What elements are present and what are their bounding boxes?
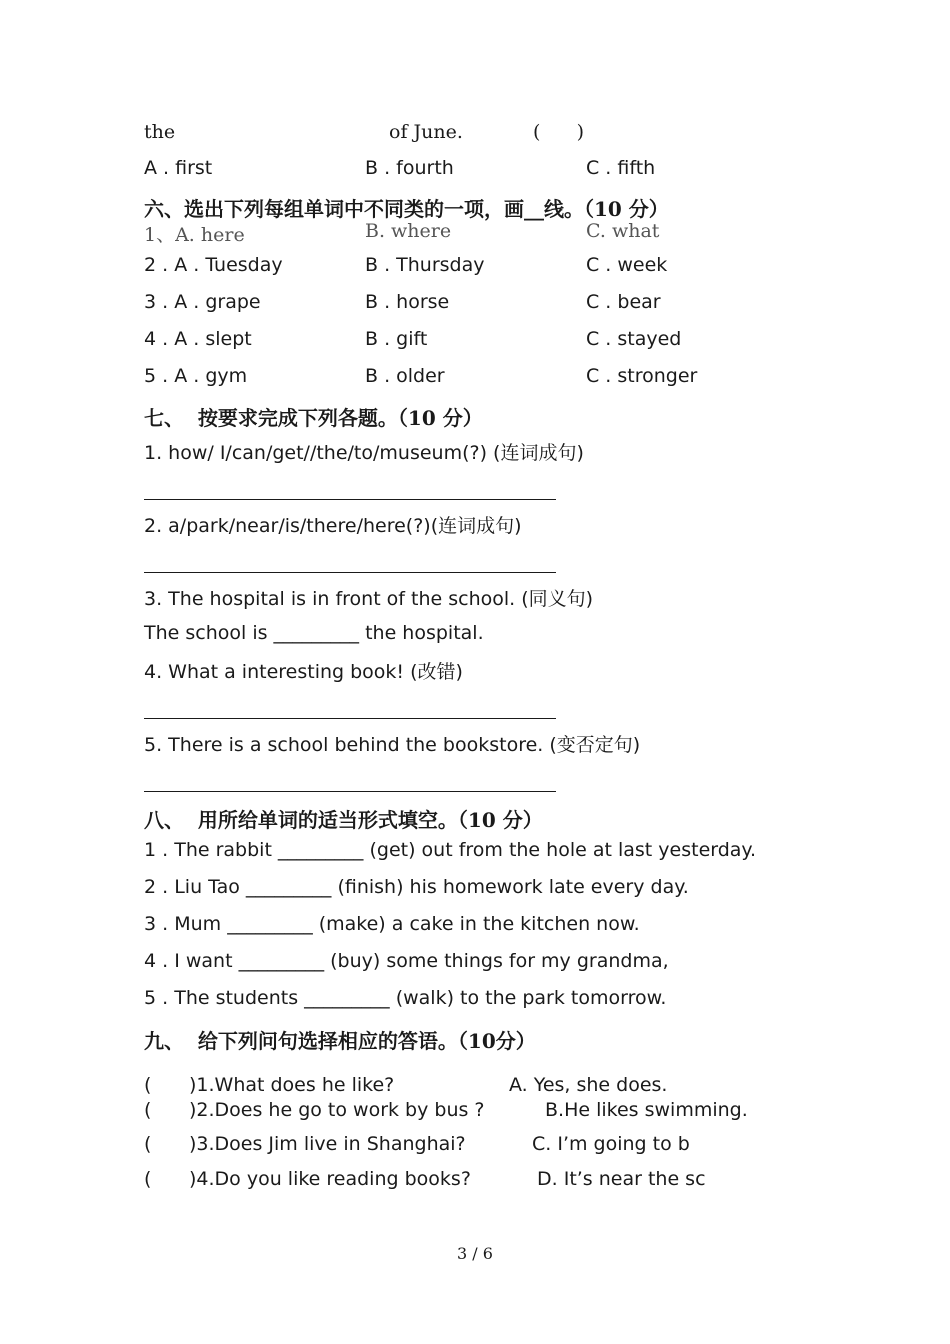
s9-paren: ( (144, 1168, 152, 1190)
s9-question: )3.Does Jim live in Shanghai? (189, 1133, 466, 1155)
s6-row2-b: B . Thursday (365, 254, 485, 276)
s6-row5-c: C . stronger (586, 365, 698, 387)
s9-question: )1.What does he like? (189, 1074, 395, 1096)
question-text-end: of June. (389, 121, 463, 143)
page-number: 3 / 6 (457, 1244, 493, 1263)
s8-item5: 5 . The students _________ (walk) to the park tomorrow. (144, 987, 667, 1009)
s9-paren: ( (144, 1133, 152, 1155)
s9-paren: ( (144, 1074, 152, 1096)
s6-row1-c: C. what (586, 220, 660, 242)
answer-parenthesis: ( ) (533, 121, 585, 143)
s6-row5-a: 5 . A . gym (144, 365, 248, 387)
s9-answer: D. It’s near the sc (537, 1168, 706, 1190)
s6-row4-a: 4 . A . slept (144, 328, 252, 350)
option-a: A . first (144, 157, 213, 179)
s8-item2: 2 . Liu Tao _________ (finish) his homework late every day. (144, 876, 689, 898)
question-text-start: the (144, 121, 176, 143)
s9-answer: A. Yes, she does. (509, 1074, 668, 1096)
section6-heading: 六、选出下列每组单词中不同类的一项，画__线。（10 分） (144, 197, 669, 221)
s9-paren: ( (144, 1099, 152, 1121)
s8-item1: 1 . The rabbit _________ (get) out from the hole at last yesterday. (144, 839, 757, 861)
s6-row5-b: B . older (365, 365, 445, 387)
s6-row3-c: C . bear (586, 291, 661, 313)
s6-row2-a: 2 . A . Tuesday (144, 254, 283, 276)
s6-row3-a: 3 . A . grape (144, 291, 261, 313)
s6-row4-b: B . gift (365, 328, 428, 350)
section8-heading: 八、 用所给单词的适当形式填空。（10 分） (144, 808, 543, 832)
answer-line (144, 791, 556, 792)
section9-heading: 九、 给下列问句选择相应的答语。（10分） (144, 1029, 536, 1053)
s6-row4-c: C . stayed (586, 328, 682, 350)
s7-item5: 5. There is a school behind the bookstore. (变否定句) (144, 734, 641, 756)
s9-answer: C. I’m going to b (532, 1133, 690, 1155)
s6-row2-c: C . week (586, 254, 668, 276)
s6-row3-b: B . horse (365, 291, 450, 313)
s9-question: )2.Does he go to work by bus ? (189, 1099, 485, 1121)
s7-item3-answer: The school is _________ the hospital. (144, 622, 484, 644)
s9-question: )4.Do you like reading books? (189, 1168, 471, 1190)
answer-line (144, 499, 556, 500)
s9-answer: B.He likes swimming. (545, 1099, 748, 1121)
answer-line (144, 718, 556, 719)
s6-row1-b: B. where (365, 220, 452, 242)
option-c: C . fifth (586, 157, 656, 179)
s7-item3: 3. The hospital is in front of the school. (同义句) (144, 588, 594, 610)
s7-item2: 2. a/park/near/is/there/here(?)(连词成句) (144, 515, 522, 537)
answer-line (144, 572, 556, 573)
s8-item3: 3 . Mum _________ (make) a cake in the kitchen now. (144, 913, 640, 935)
section7-heading: 七、 按要求完成下列各题。（10 分） (144, 406, 483, 430)
s8-item4: 4 . I want _________ (buy) some things for my grandma, (144, 950, 669, 972)
s7-item1: 1. how/ I/can/get//the/to/museum(?) (连词成句) (144, 442, 584, 464)
option-b: B . fourth (365, 157, 454, 179)
s7-item4: 4. What a interesting book! (改错) (144, 661, 463, 683)
s6-row1-a: 1、A. here (144, 224, 245, 246)
